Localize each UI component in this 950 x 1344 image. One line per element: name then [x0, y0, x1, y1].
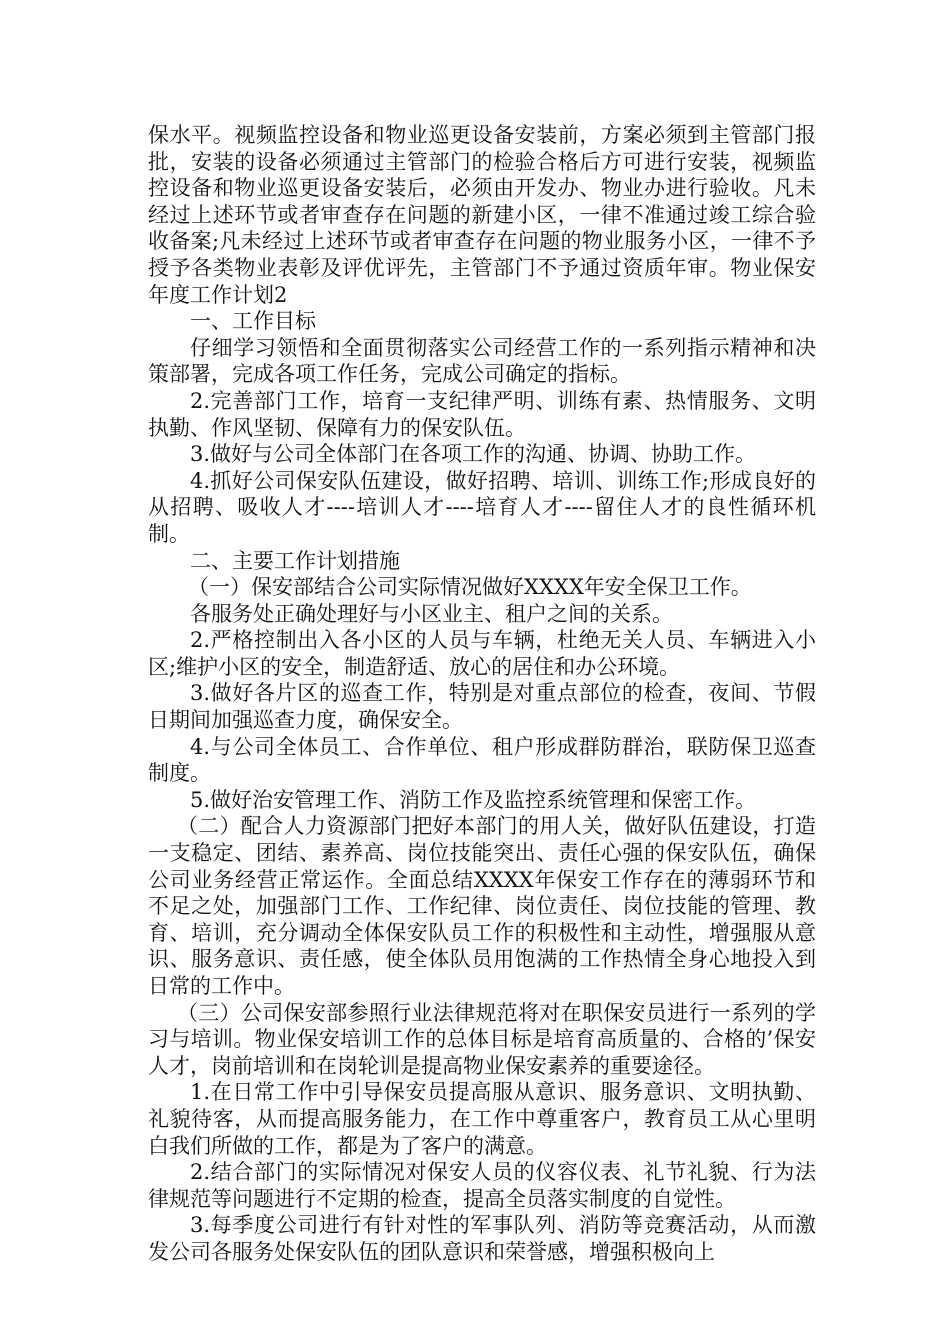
subsection-heading-1: （一）保安部结合公司实际情况做好XXXX年安全保卫工作。 [188, 575, 752, 600]
paragraph-training-3: 3.每季度公司进行有针对性的军事队列、消防等竞赛活动，从而激发公司各服务处保安队伍的团队意识和荣誉感，增强积极向上 [148, 1213, 816, 1264]
paragraph-goal-2: 2.完善部门工作，培育一支纪律严明、训练有素、热情服务、文明执勤、作风坚韧、保障有力的保安队伍。 [148, 388, 816, 440]
subsection-paragraph-2: （二）配合人力资源部门把好本部门的用人关，做好队伍建设，打造一支稳定、团结、素养高、岗位技能突出、责任心强的保安队伍，确保公司业务经营正常运作。全面总结XXXX年保安工作存在的薄弱环节和不足之处，加强部门工作、工作纪律、岗位责任、岗位技能的管理、教育、培训，充分调动全体保安队员工作的积极性和主动性，增强服从意识、服务意识、责任感，使全体队员用饱满的工作热情全身心地投入到日常的工作中。 [148, 814, 816, 998]
paragraph-measure-1: 各服务处正确处理好与小区业主、租户之间的关系。 [190, 601, 673, 626]
paragraph-goal-3: 3.做好与公司全体部门在各项工作的沟通、协调、协助工作。 [190, 442, 757, 467]
paragraph-measure-5: 5.做好治安管理工作、消防工作及监控系统管理和保密工作。 [190, 787, 757, 812]
section-heading-measures: 二、主要工作计划措施 [190, 548, 400, 573]
subsection-paragraph-3: （三）公司保安部参照行业法律规范将对在职保安员进行一系列的学习与培训。物业保安培训工作的总体目标是培育高质量的、合格的’保安人才，岗前培训和在岗轮训是提高物业保安素养的重要途径。 [148, 1000, 816, 1078]
paragraph-training-2: 2.结合部门的实际情况对保安人员的仪容仪表、礼节礼貌、行为法律规范等问题进行不定期的检查，提高全员落实制度的自觉性。 [148, 1160, 816, 1211]
paragraph-measure-2: 2.严格控制出入各小区的人员与车辆，杜绝无关人员、车辆进入小区;维护小区的安全，制造舒适、放心的居住和办公环境。 [148, 628, 816, 679]
paragraph-measure-3: 3.做好各片区的巡查工作，特别是对重点部位的检查，夜间、节假日期间加强巡查力度，确保安全。 [148, 681, 816, 733]
document-body [148, 122, 816, 1266]
paragraph-training-1: 1.在日常工作中引导保安员提高服从意识、服务意识、文明执勤、礼貌待客，从而提高服务能力，在工作中尊重客户，教育员工从心里明白我们所做的工作，都是为了客户的满意。 [148, 1080, 816, 1158]
paragraph-measure-4: 4.与公司全体员工、合作单位、租户形成群防群治，联防保卫巡查制度。 [148, 734, 816, 786]
paragraph-goal-1: 仔细学习领悟和全面贯彻落实公司经营工作的一系列指示精神和决策部署，完成各项工作任务，完成公司确定的指标。 [148, 335, 816, 387]
section-heading-goals: 一、工作目标 [190, 309, 316, 334]
paragraph-goal-4: 4.抓好公司保安队伍建设，做好招聘、培训、训练工作;形成良好的从招聘、吸收人才----培训人才----培育人才----留住人才的良性循环机制。 [148, 468, 816, 546]
paragraph-continuation: 保水平。视频监控设备和物业巡更设备安装前，方案必须到主管部门报批，安装的设备必须通过主管部门的检验合格后方可进行安装，视频监控设备和物业巡更设备安装后，必须由开发办、物业办进行验收。凡未经过上述环节或者审查存在问题的新建小区，一律不准通过竣工综合验收备案;凡未经过上述环节或者审查存在问题的物业服务小区，一律不予授予各类物业表彰及评优评先，主管部门不予通过资质年审。物业保安年度工作计划2 [148, 123, 816, 307]
